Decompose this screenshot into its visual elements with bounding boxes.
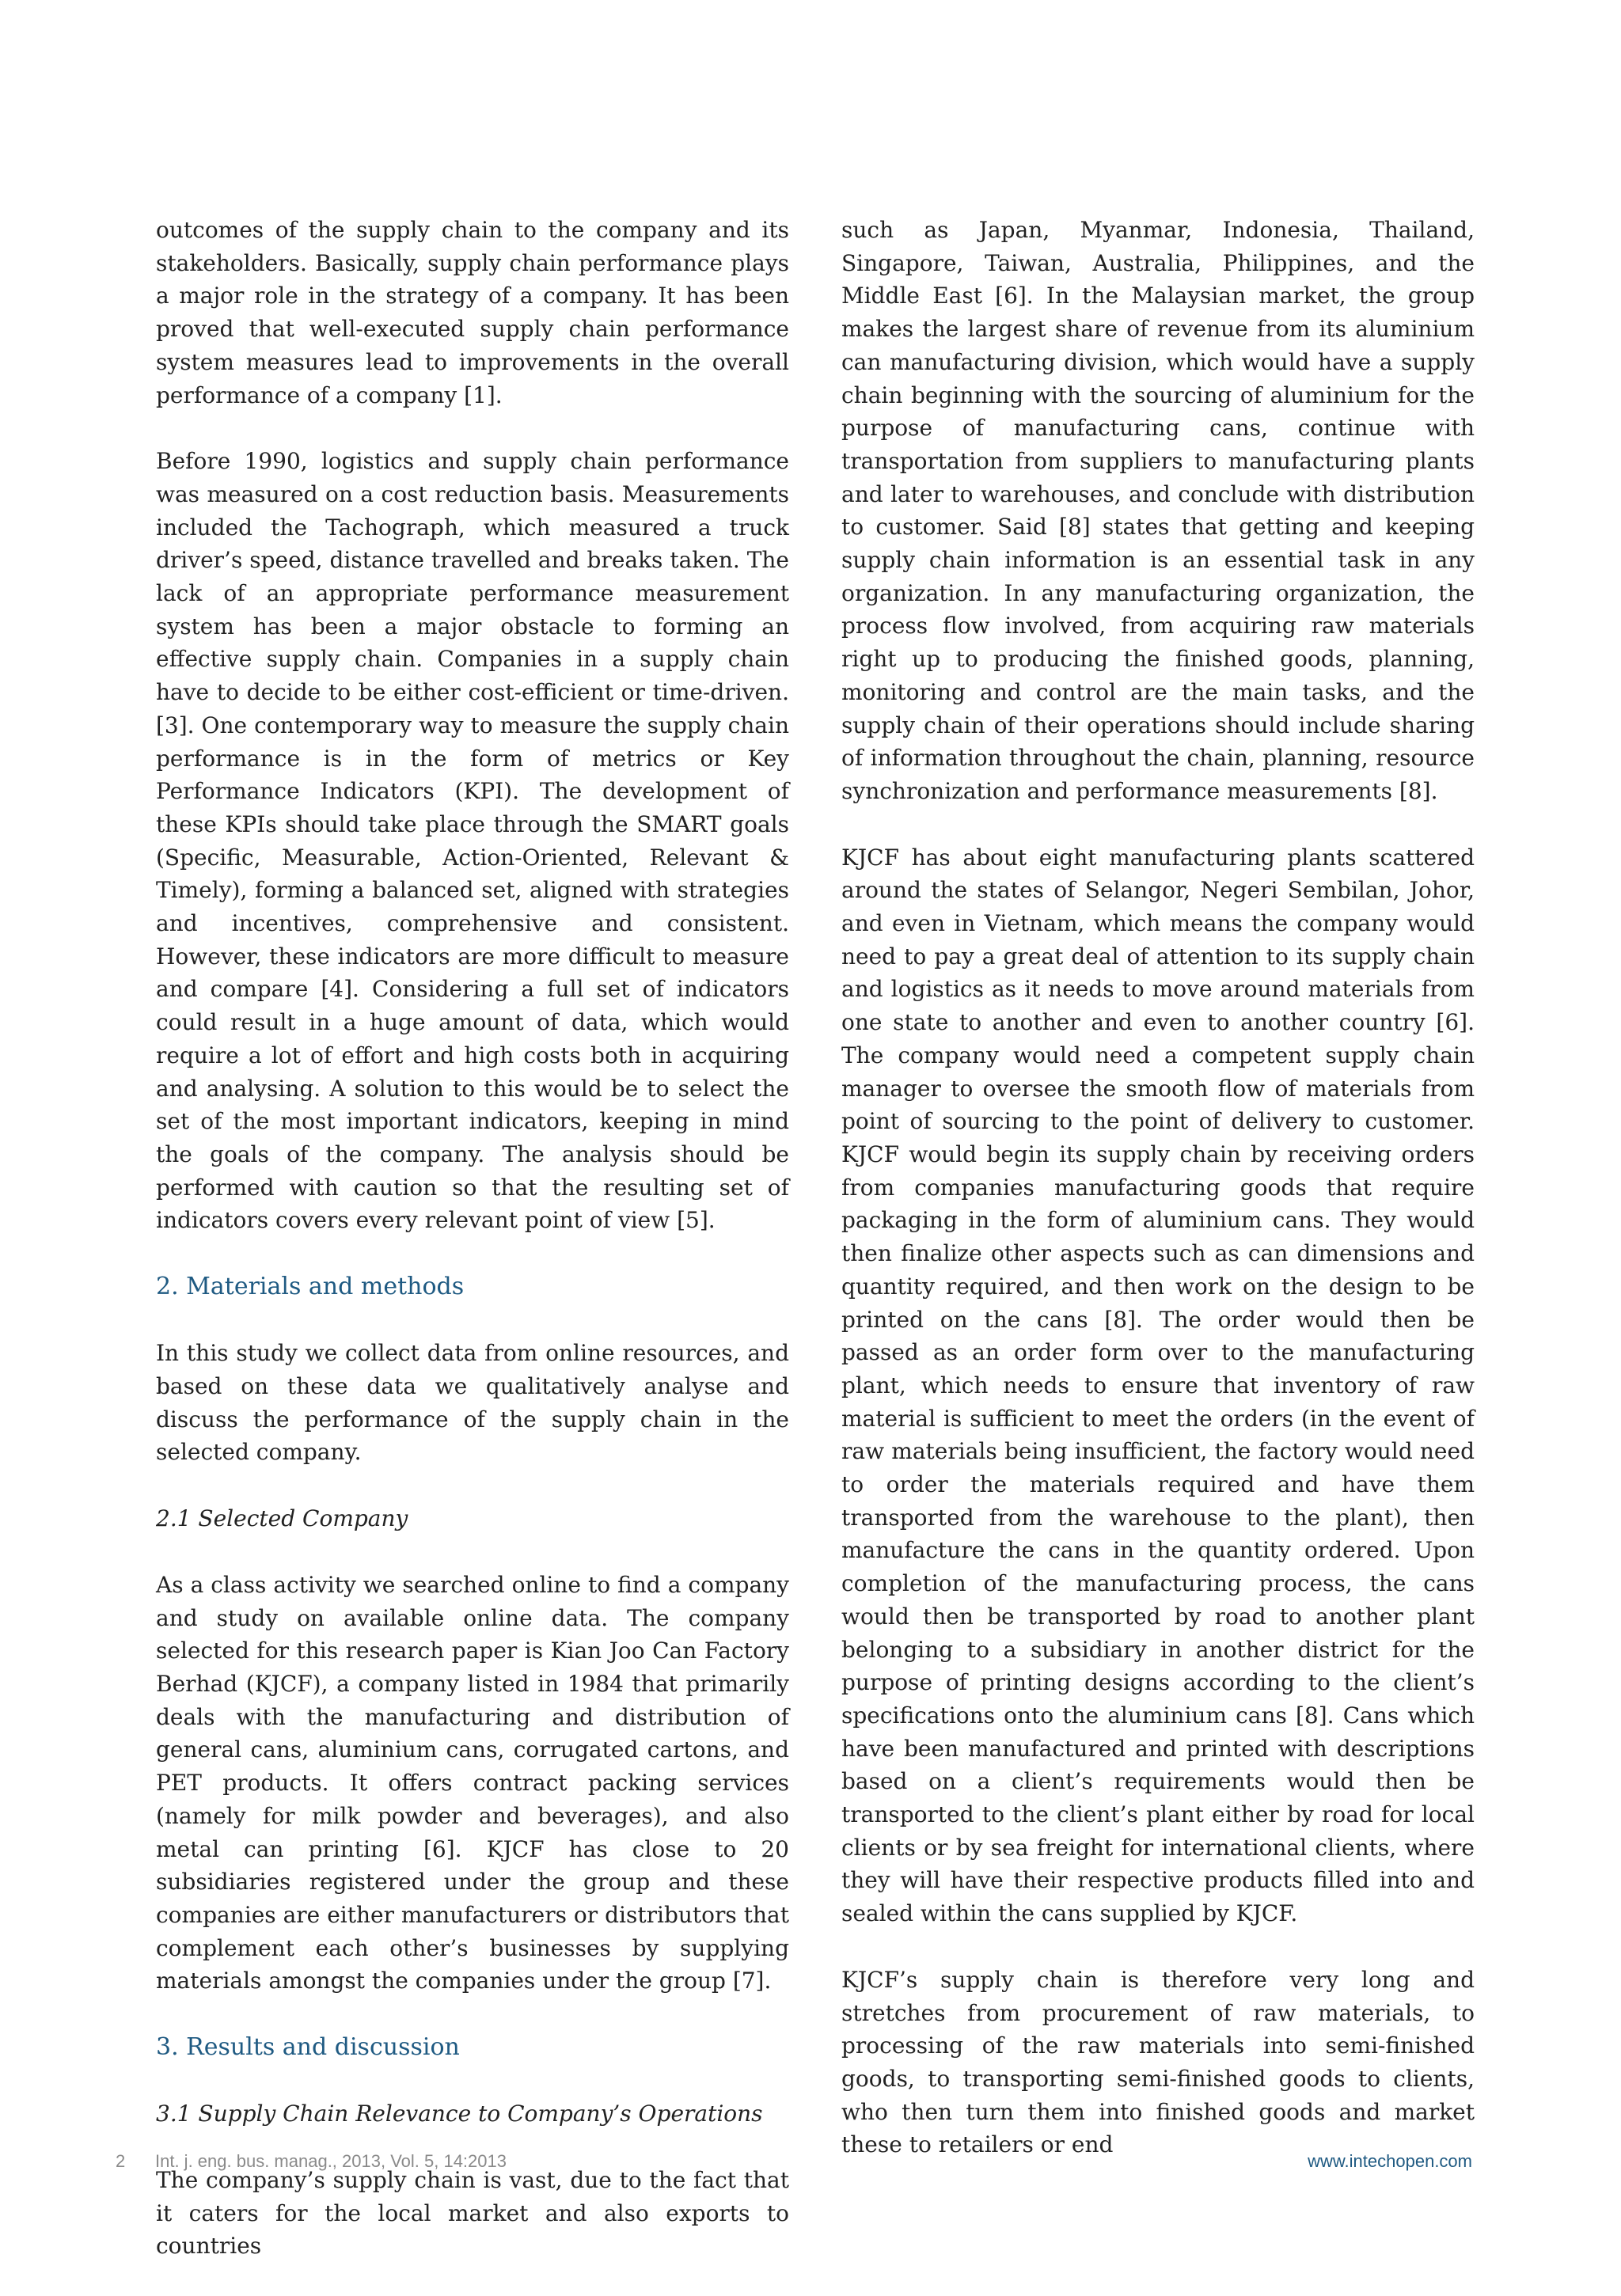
paragraph-supply-chain-long: KJCF’s supply chain is therefore very long and stretches from procurement of raw materials, to processing of the raw materials into semi-finished goods, to transporting semi-finished goods to clients, who then turn them into finished goods and market these to retailers or end xyxy=(841,1966,1475,2158)
right-column xyxy=(841,214,1475,2195)
section-heading-results-discussion: 3. Results and discussion xyxy=(156,2033,460,2062)
subsection-heading-supply-chain-relevance: 3.1 Supply Chain Relevance to Company’s Operations xyxy=(156,2101,763,2127)
paragraph-outcomes: outcomes of the supply chain to the company and its stakeholders. Basically, supply chain performance plays a major role in the strategy of a company. It has been proved that well-executed supply chain performance system measures lead to improvements in the overall performance of a company [1]. xyxy=(156,217,789,408)
subsection-heading-selected-company: 2.1 Selected Company xyxy=(156,1505,408,1531)
left-column xyxy=(156,214,789,2296)
journal-citation: Int. j. eng. bus. manag., 2013, Vol. 5, 14:2013 xyxy=(155,2151,507,2171)
paragraph-study-method: In this study we collect data from online resources, and based on these data we qualitatively analyse and discuss the performance of the supply chain in the selected company. xyxy=(156,1340,789,1466)
paragraph-before-1990: Before 1990, logistics and supply chain performance was measured on a cost reduction basis. Measurements included the Tachograph, which measured a truck driver’s speed, distance travelled and breaks taken. The lack of an appropriate performance measurement system has been a major obstacle to forming an effective supply chain. Companies in a supply chain have to decide to be either cost-efficient or time-driven. [3]. One contemporary way to measure the supply chain performance is in the form of metrics or Key Performance Indicators (KPI). The development of these KPIs should take place through the SMART goals (Specific, Measurable, Action-Oriented, Relevant & Timely), forming a balanced set, aligned with strategies and incentives, comprehensive and consistent. However, these indicators are more difficult to measure and compare [4]. Considering a full set of indicators could result in a huge amount of data, which would require a lot of effort and high costs both in acquiring and analysing. A solution to this would be to select the set of the most important indicators, keeping in mind the goals of the company. The analysis should be performed with caution so that the resulting set of indicators covers every relevant point of view [5]. xyxy=(156,448,789,1234)
paragraph-supply-chain-vast: The company’s supply chain is vast, due to the fact that it caters for the local market and also exports to countries xyxy=(156,2167,789,2260)
paragraph-export-countries: such as Japan, Myanmar, Indonesia, Thailand, Singapore, Taiwan, Australia, Philippines, and the Middle East [6]. In the Malaysian market, the group makes the largest share of revenue from its aluminium can manufacturing division, which would have a supply chain beginning with the sourcing of aluminium for the purpose of manufacturing cans, continue with transportation from suppliers to manufacturing plants and later to warehouses, and conclude with distribution to customer. Said [8] states that getting and keeping supply chain information is an essential task in any organization. In any manufacturing organization, the process flow involved, from acquiring raw materials right up to producing the finished goods, planning, monitoring and control are the main tasks, and the supply chain of their operations should include sharing of information throughout the chain, planning, resource synchronization and performance measurements [8]. xyxy=(841,217,1475,804)
page-number: 2 xyxy=(116,2151,126,2171)
section-heading-materials-methods: 2. Materials and methods xyxy=(156,1273,465,1301)
paragraph-manufacturing-plants: KJCF has about eight manufacturing plants scattered around the states of Selangor, Negeri Sembilan, Johor, and even in Vietnam, which means the company would need to pay a great deal of attention to its supply chain and logistics as it needs to move around materials from one state to another and even to another country [6]. The company would need a competent supply chain manager to oversee the smooth flow of materials from point of sourcing to the point of delivery to customer. KJCF would begin its supply chain by receiving orders from companies manufacturing goods that require packaging in the form of aluminium cans. They would then finalize other aspects such as can dimensions and quantity required, and then work on the design to be printed on the cans [8]. The order would then be passed as an order form over to the manufacturing plant, which needs to ensure that inventory of raw material is sufficient to meet the orders (in the event of raw materials being insufficient, the factory would need to order the materials required and have them transported from the warehouse to the plant), then manufacture the cans in the quantity ordered. Upon completion of the manufacturing process, the cans would then be transported by road to another plant belonging to a subsidiary in another district for the purpose of printing designs according to the client’s specifications onto the aluminium cans [8]. Cans which have been manufactured and printed with descriptions based on a client’s requirements would then be transported to the client’s plant either by road for local clients or by sea freight for international clients, where they will have their respective products filled into and sealed within the cans supplied by KJCF. xyxy=(841,844,1475,1927)
publisher-website-link[interactable]: www.intechopen.com xyxy=(1308,2151,1472,2171)
paragraph-selected-company: As a class activity we searched online to find a company and study on available online data. The company selected for this research paper is Kian Joo Can Factory Berhad (KJCF), a company listed in 1984 that primarily deals with the manufacturing and distribution of general cans, aluminium cans, corrugated cartons, and PET products. It offers contract packing services (namely for milk powder and beverages), and also metal can printing [6]. KJCF has close to 20 subsidiaries registered under the group and these companies are either manufacturers or distributors that complement each other’s businesses by supplying materials amongst the companies under the group [7]. xyxy=(156,1571,789,1994)
